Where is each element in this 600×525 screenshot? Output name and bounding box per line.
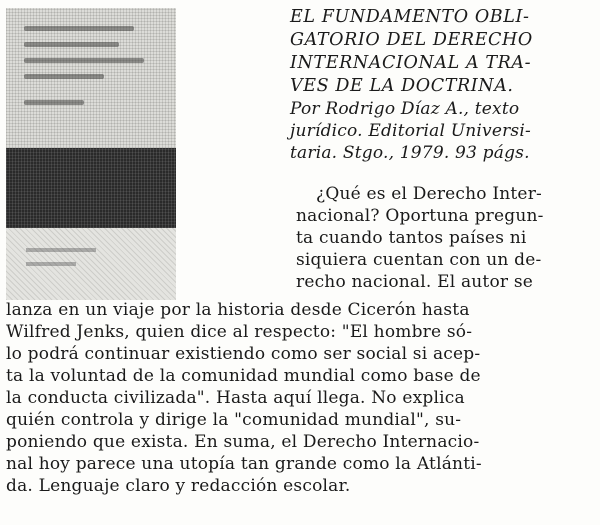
book-title-line-1: EL FUNDAMENTO OBLI-: [290, 7, 530, 27]
body-full-line-5: la conducta civilizada". Hasta aquí llega. No explica: [6, 388, 465, 408]
body-full-line-7: poniendo que exista. En suma, el Derecho Internacio-: [6, 432, 480, 452]
body-full-line-2: Wilfred Jenks, quien dice al respecto: "El hombre só-: [6, 322, 473, 342]
book-title-line-3: INTERNACIONAL A TRA-: [290, 53, 532, 73]
body-full-line-8: nal hoy parece una utopía tan grande como la Atlánti-: [6, 454, 482, 474]
book-cover-image: [6, 8, 176, 300]
body-full-line-1: lanza en un viaje por la historia desde Cicerón hasta: [6, 300, 470, 320]
body-right-line-2: nacional? Oportuna pregun-: [296, 206, 544, 226]
body-full-line-9: da. Lenguaje claro y redacción escolar.: [6, 476, 351, 496]
body-right-line-1: ¿Qué es el Derecho Inter-: [316, 184, 542, 204]
book-meta-line-3: taria. Stgo., 1979. 93 págs.: [290, 143, 530, 163]
body-full-line-3: lo podrá continuar existiendo como ser social si acep-: [6, 344, 481, 364]
book-meta-line-1: Por Rodrigo Díaz A., texto: [290, 99, 520, 119]
review-heading: [290, 6, 595, 164]
cover-dark-band: [6, 148, 176, 228]
body-full-line-4: ta la voluntad de la comunidad mundial como base de: [6, 366, 481, 386]
body-right-line-4: siquiera cuentan con un de-: [296, 250, 542, 270]
body-full-line-6: quién controla y dirige la "comunidad mundial", su-: [6, 410, 462, 430]
cover-bottom-panel: [6, 228, 176, 300]
book-title-line-2: GATORIO DEL DERECHO: [290, 30, 533, 50]
book-title-line-4: VES DE LA DOCTRINA.: [290, 76, 514, 96]
book-meta-line-2: jurídico. Editorial Universi-: [290, 121, 531, 141]
body-right-line-3: ta cuando tantos países ni: [296, 228, 527, 248]
body-right-line-5: recho nacional. El autor se: [296, 272, 534, 292]
cover-top-panel: [6, 8, 176, 148]
